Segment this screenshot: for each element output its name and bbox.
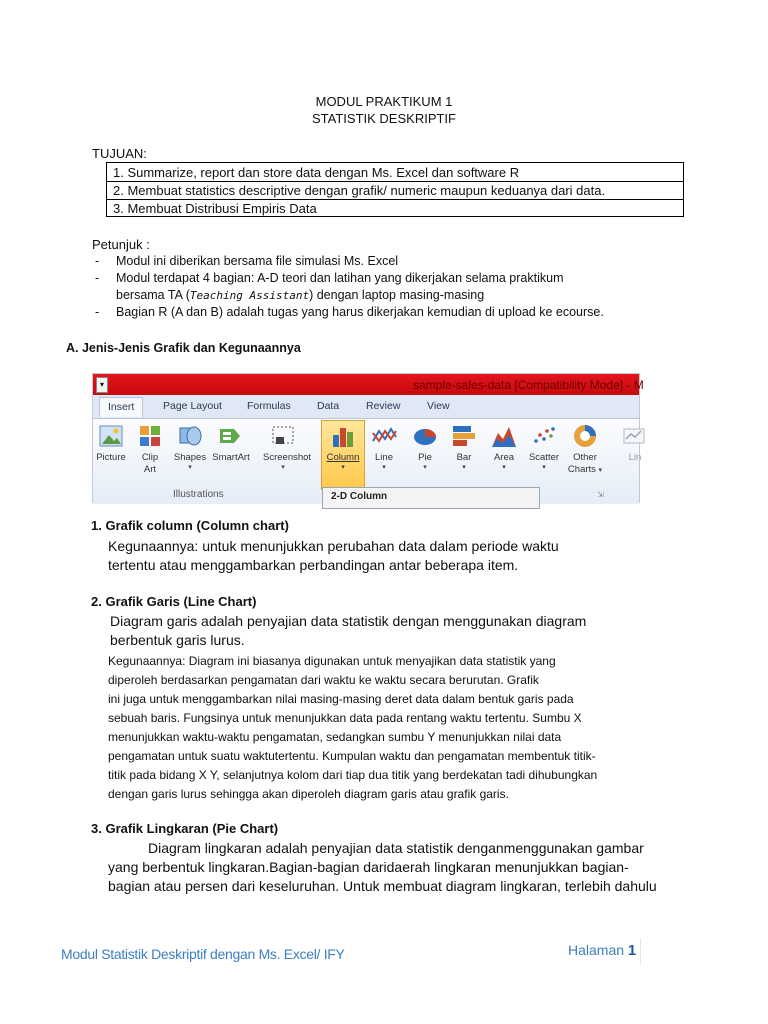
ribbon-tabs [93,395,639,419]
window-title: sample-sales-data [Compatibility Mode] - M [413,378,644,392]
shapes-button [170,423,210,472]
paragraph-line: Kegunaannya: Diagram ini biasanya digunakan untuk menyajikan data statistik yang [108,654,556,668]
section-3-line-2: yang berbentuk lingkaran.Bagian-bagian daridaerah lingkaran menunjukkan bagian- [108,859,629,875]
bullet-dash: - [95,305,100,319]
quick-access-dropdown-icon: ▾ [96,377,108,393]
section-1-line-2: tertentu atau menggambarkan perbandingan antar beberapa item. [108,557,519,573]
dropdown-arrow-icon: ▾ [598,467,603,474]
dropdown-heading: 2-D Column [331,491,388,502]
paragraph-line: titik pada bidang X Y, selanjutnya kolom dari tiap dua titik yang berdekatan tadi dihubungkan [108,768,598,782]
illustrations-group-label: Illustrations [173,489,224,500]
sparkline-label: Lin [628,452,642,463]
dropdown-arrow-icon: ▾ [188,464,192,471]
dialog-launcher-icon: ⇲ [597,490,604,499]
sparkline-button [615,423,655,464]
footer-module-name: Modul Statistik Deskriptif dengan Ms. Excel/ IFY [61,946,345,962]
clip-art-label: Clip [141,452,159,463]
paragraph-line: dengan garis lurus sehingga akan diperoleh diagram garis atau grafik garis. [108,787,509,801]
tujuan-label: TUJUAN: [92,146,147,161]
section-2-line-1: Diagram garis adalah penyajian data statistik dengan menggunakan diagram [110,613,587,629]
dropdown-arrow-icon: ▾ [462,464,466,471]
shapes-label: Shapes [173,452,207,463]
tab-page-layout: Page Layout [163,400,222,412]
bar-label: Bar [456,452,472,463]
other-label: Other [573,452,597,463]
other-charts-button [565,423,605,476]
dropdown-arrow-icon: ▾ [502,464,506,471]
text-segment: ) dengan laptop masing-masing [309,288,485,302]
petunjuk-label: Petunjuk : [92,237,150,252]
section-2-title: 2. Grafik Garis (Line Chart) [91,594,257,609]
screenshot-icon [270,423,296,449]
other-label-2 [565,464,605,476]
screenshot-button [263,423,312,472]
clip-art-label-2: Art [143,464,157,475]
tab-insert: Insert [99,397,143,417]
module-subtitle: STATISTIK DESKRIPTIF [312,111,456,126]
picture-icon [98,423,124,449]
page-number: 1 [627,942,637,959]
page-label: Halaman [568,942,628,958]
tujuan-item-3: 3. Membuat Distribusi Empiris Data [113,201,317,216]
section-1-line-1: Kegunaannya: untuk menunjukkan perubahan data dalam periode waktu [108,538,559,554]
screenshot-label: Screenshot [263,452,312,463]
line-chart-button [364,423,404,472]
module-title: MODUL PRAKTIKUM 1 [315,94,453,109]
shapes-icon [177,423,203,449]
bullet-dash: - [95,271,100,285]
section-2-paragraph [108,652,597,804]
tujuan-box [106,162,684,217]
dropdown-arrow-icon: ▾ [542,464,546,471]
dropdown-arrow-icon: ▾ [423,464,427,471]
column-dropdown-menu [322,487,540,509]
tab-review: Review [366,400,401,412]
bullet-dash: - [95,254,100,268]
clip-art-icon [137,423,163,449]
ribbon-title-bar [93,374,644,395]
area-chart-button [484,423,524,472]
charts-label: Charts [567,464,596,475]
excel-ribbon-screenshot [92,373,644,503]
dropdown-arrow-icon: ▾ [341,464,345,471]
petunjuk-item-2: Modul terdapat 4 bagian: A-D teori dan latihan yang dikerjakan selama praktikum [116,271,564,285]
petunjuk-item-2-cont [116,288,484,302]
petunjuk-item-3: Bagian R (A dan B) adalah tugas yang harus dikerjakan kemudian di upload ke ecourse. [116,305,604,319]
petunjuk-item-1: Modul ini diberikan bersama file simulasi Ms. Excel [116,254,399,268]
line-label: Line [375,452,393,463]
section-1-title: 1. Grafik column (Column chart) [91,518,289,533]
dropdown-arrow-icon: ▾ [382,464,386,471]
scatter-chart-icon [531,423,557,449]
section-2-line-2: berbentuk garis lurus. [110,632,245,648]
column-chart-icon [330,423,356,449]
column-chart-button [323,423,363,472]
pie-chart-icon [412,423,438,449]
dropdown-arrow-icon: ▾ [281,464,285,471]
pie-label: Pie [418,452,432,463]
paragraph-line: ini juga untuk menggambarkan nilai masing-masing deret data dalam bentuk garis pada [108,692,574,706]
paragraph-line: sebuah baris. Fungsinya untuk menunjukkan data pada rentang waktu tertentu. Sumbu X [108,711,582,725]
pie-chart-button [405,423,445,472]
section-a-title: A. Jenis-Jenis Grafik dan Kegunaannya [66,341,301,355]
smartart-label: SmartArt [212,452,250,463]
sparkline-icon [622,423,648,449]
footer-divider [640,938,641,964]
bar-chart-button [444,423,484,472]
tab-formulas: Formulas [247,400,291,412]
picture-label: Picture [96,452,126,463]
scatter-label: Scatter [528,452,560,463]
paragraph-line: diperoleh berdasarkan pengamatan dari waktu ke waktu secara berurutan. Grafik [108,673,539,687]
smartart-icon [218,423,244,449]
paragraph-line: menunjukkan waktu-waktu pengamatan, sedangkan sumbu Y menunjukkan nilai data [108,730,562,744]
text-italic: Teaching Assistant [189,289,310,302]
tab-data: Data [317,400,340,412]
ribbon-body [93,419,642,504]
tab-view: View [427,400,450,412]
line-chart-icon [371,423,397,449]
other-charts-icon [572,423,598,449]
area-label: Area [493,452,515,463]
footer-page [568,942,636,959]
text-segment: bersama TA ( [116,288,190,302]
section-3-title: 3. Grafik Lingkaran (Pie Chart) [91,821,279,836]
column-label: Column [326,452,360,463]
tujuan-item-1: 1. Summarize, report dan store data dengan Ms. Excel dan software R [113,165,520,180]
section-3-line-3: bagian atau persen dari keseluruhan. Untuk membuat diagram lingkaran, terlebih dahulu [108,878,657,894]
scatter-chart-button [524,423,564,472]
section-3-line-1: Diagram lingkaran adalah penyajian data statistik denganmenggunakan gambar [148,840,644,856]
smartart-button [211,423,251,464]
picture-button [91,423,131,464]
clip-art-button [130,423,170,476]
area-chart-icon [491,423,517,449]
tujuan-item-2: 2. Membuat statistics descriptive dengan grafik/ numeric maupun keduanya dari data. [113,183,606,198]
paragraph-line: pengamatan untuk suatu waktutertentu. Kumpulan waktu dan pengamatan membentuk titik- [108,749,596,763]
bar-chart-icon [451,423,477,449]
